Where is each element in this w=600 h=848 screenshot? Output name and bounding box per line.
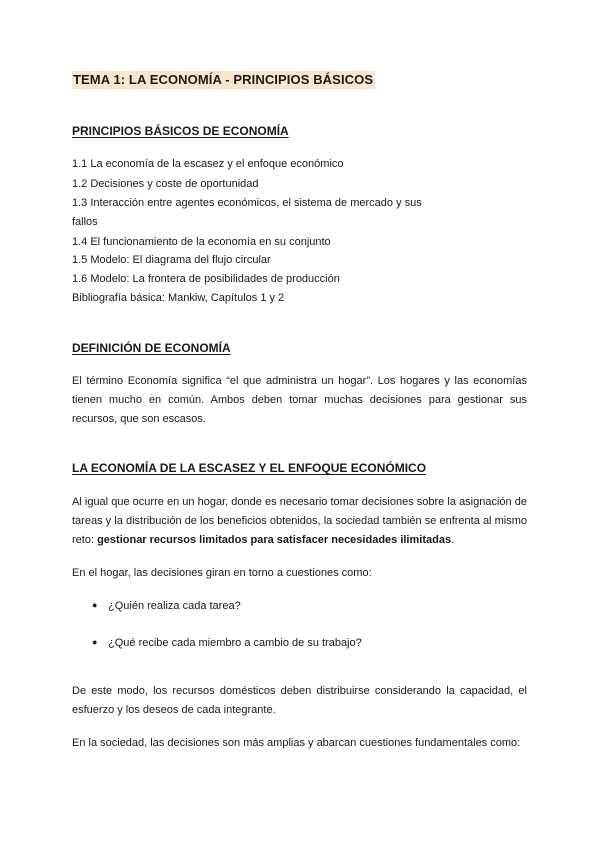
toc-item: 1.4 El funcionamiento de la economía en su conjunto [72,236,331,248]
toc-item: 1.1 La economía de la escasez y el enfoque económico [72,158,344,170]
heading-escasez: LA ECONOMÍA DE LA ESCASEZ Y EL ENFOQUE ECONÓMICO [72,461,427,475]
definicion-paragraph: El término Economía significa “el que administra un hogar”. Los hogares y las economías tienen mucho en común. Ambos deben tomar muchas decisiones para gestionar sus recursos, que son escasos. [72,375,527,425]
escasez-paragraph-2: En el hogar, las decisiones giran en torno a cuestiones como: [72,567,372,579]
paragraph-end: . [451,534,455,546]
bullet-item [92,598,241,613]
escasez-paragraph-4: En la sociedad, las decisiones son más amplias y abarcan cuestiones fundamentales como: [72,737,521,749]
paragraph-bold-text: gestionar recursos limitados para satisfacer necesidades ilimitadas [97,534,452,546]
bibliography-line: Bibliografía básica: Mankiw, Capítulos 1 y 2 [72,292,285,304]
toc-item: 1.3 Interacción entre agentes económicos, el sistema de mercado y sus [72,197,422,209]
heading-definicion: DEFINICIÓN DE ECONOMÍA [72,341,231,355]
bullet-icon: ● [92,637,98,647]
bullet-icon: ● [92,600,98,610]
bullet-text: ¿Quién realiza cada tarea? [108,600,241,612]
toc-item: 1.6 Modelo: La frontera de posibilidades de producción [72,273,340,285]
toc-item: 1.2 Decisiones y coste de oportunidad [72,178,259,190]
bullet-item [92,635,362,650]
bullet-text: ¿Qué recibe cada miembro a cambio de su trabajo? [108,637,362,649]
paragraph-text: Al igual que ocurre en un hogar, donde es necesario tomar decisiones sobre la asignación de tareas y la distribución de los beneficios obtenidos, la sociedad también se enfrenta al mismo reto: [72,496,527,546]
heading-principios: PRINCIPIOS BÁSICOS DE ECONOMÍA [72,124,289,138]
toc-item: 1.5 Modelo: El diagrama del flujo circular [72,254,271,266]
escasez-paragraph-1 [72,493,527,550]
escasez-paragraph-3: De este modo, los recursos domésticos deben distribuirse considerando la capacidad, el esfuerzo y los deseos de cada integrante. [72,685,527,716]
toc-item: fallos [72,216,98,228]
document-title: TEMA 1: LA ECONOMÍA - PRINCIPIOS BÁSICOS [73,72,374,87]
